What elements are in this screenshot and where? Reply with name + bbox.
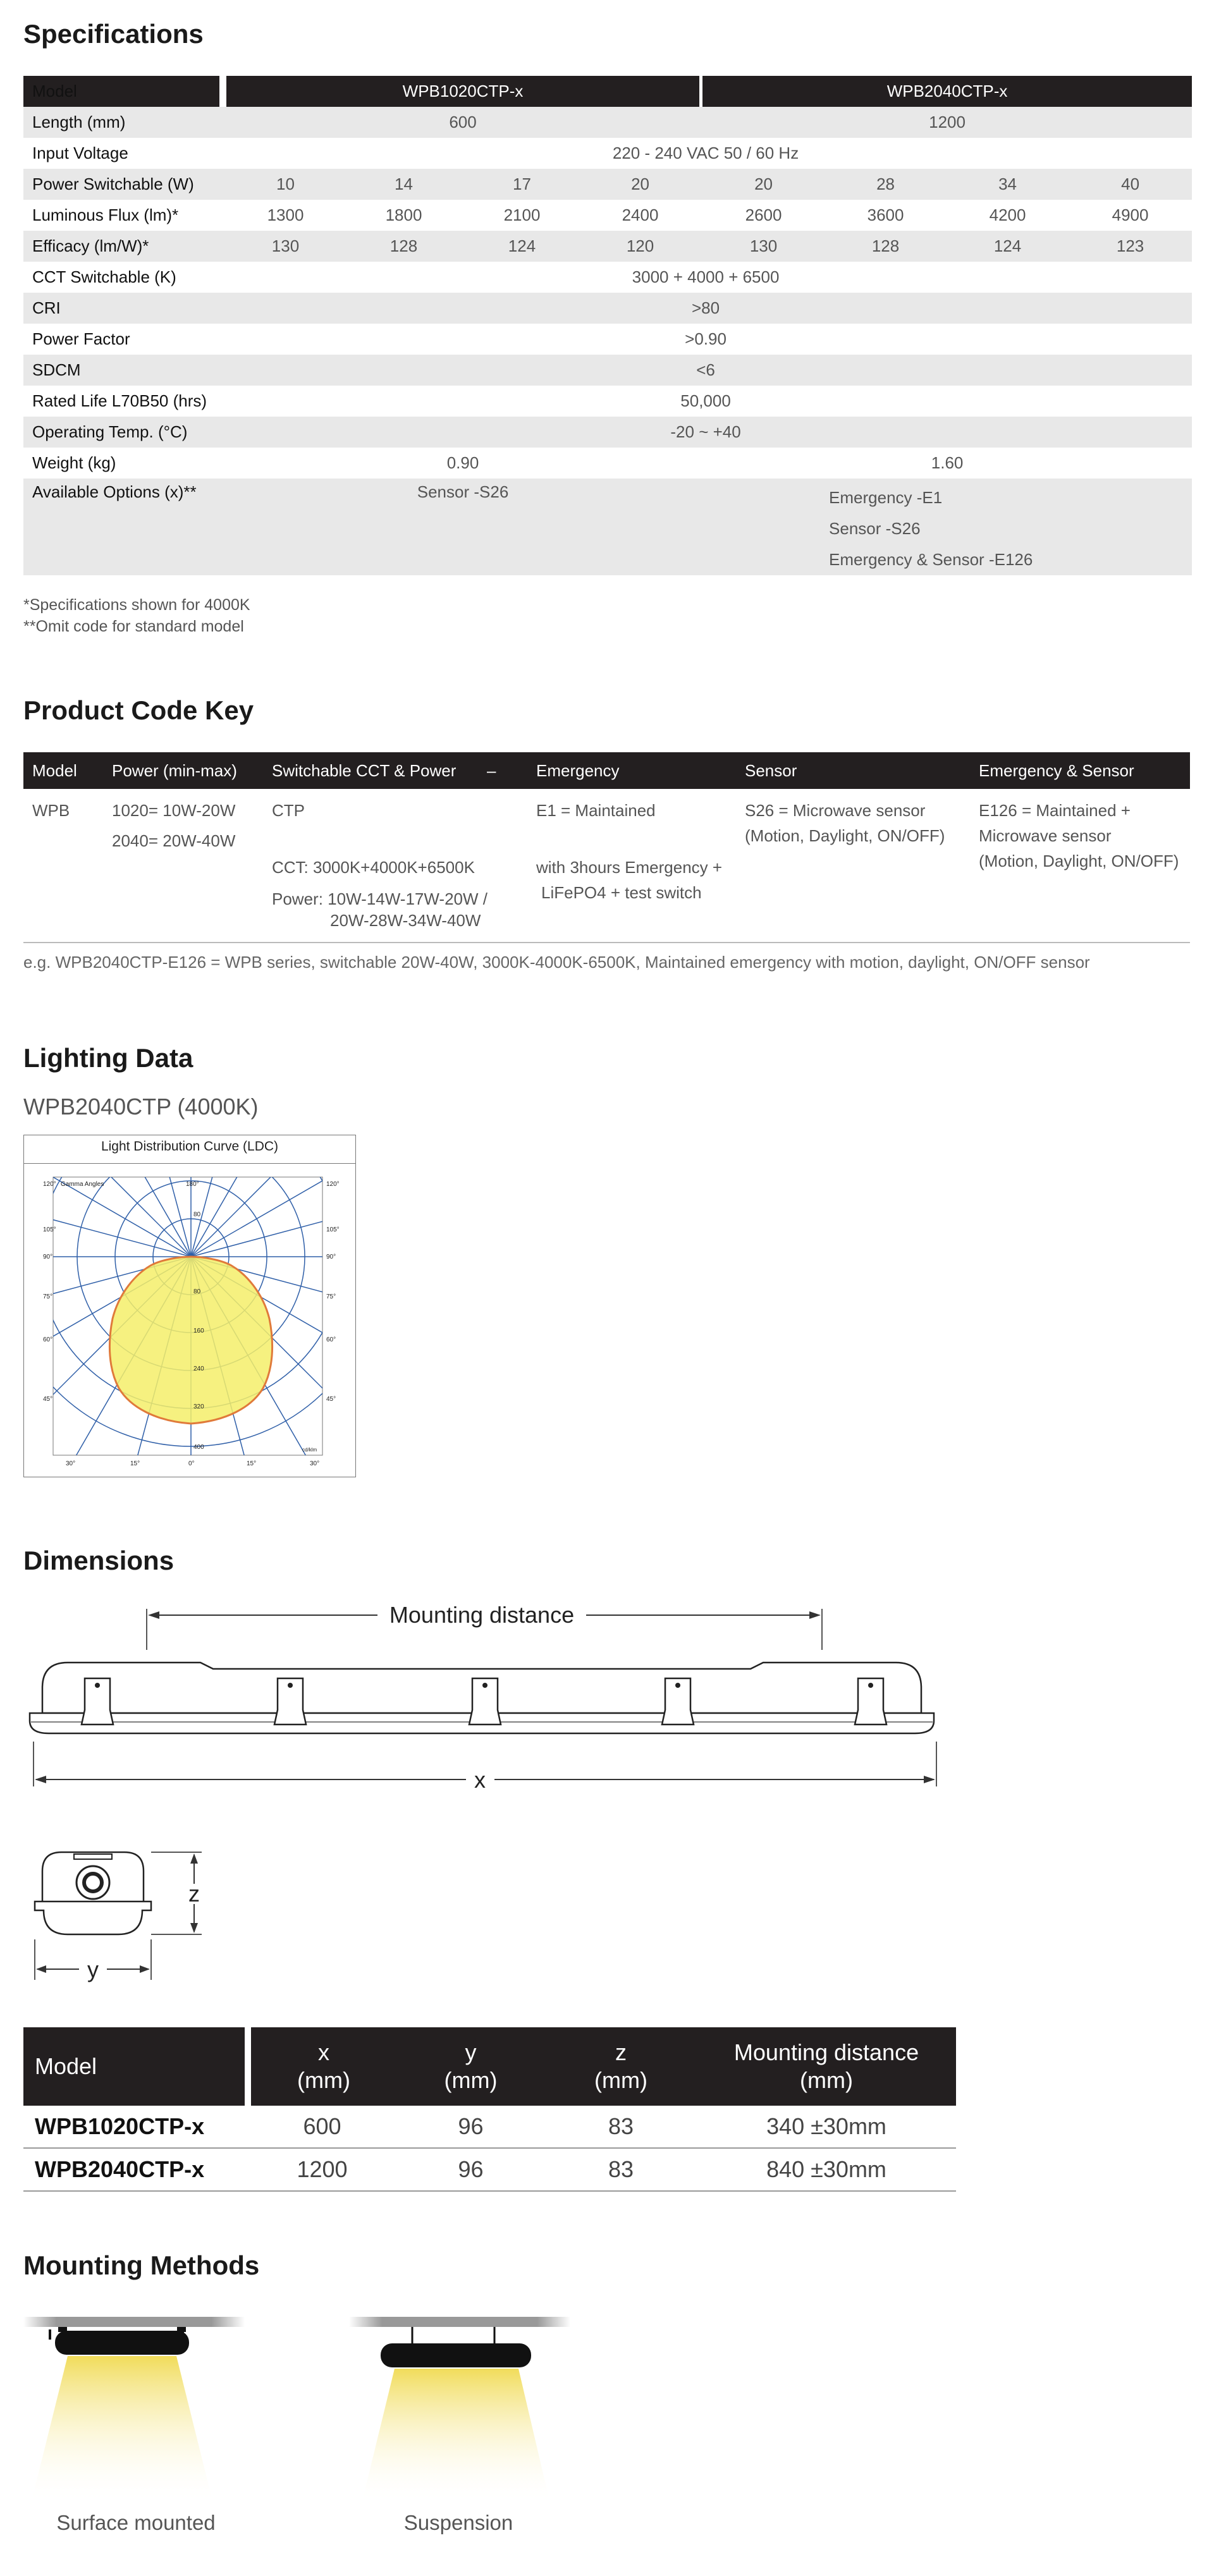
dim-cell: 1200 bbox=[248, 2148, 396, 2191]
pck-emergency: with 3hours Emergency + bbox=[536, 858, 723, 877]
spec-value: Sensor -S26 bbox=[417, 482, 509, 501]
arrow-left-icon bbox=[35, 1776, 46, 1783]
spec-row-cct bbox=[23, 262, 1192, 293]
spec-value: 128 bbox=[871, 236, 900, 255]
suspension-illustration bbox=[349, 2317, 570, 2503]
ldc-angle-label: 45° bbox=[326, 1396, 336, 1403]
spec-value: 14 bbox=[395, 174, 413, 193]
dimensions-table bbox=[23, 2027, 956, 2192]
spec-value: 130 bbox=[749, 236, 778, 255]
spec-row-pf bbox=[23, 324, 1192, 355]
pck-cell bbox=[970, 789, 1190, 933]
spec-value: <6 bbox=[696, 360, 715, 379]
dim-cell: 840 ±30mm bbox=[697, 2148, 956, 2191]
ldc-angle-label: 120° bbox=[43, 1181, 56, 1188]
pck-header-row bbox=[23, 752, 1190, 789]
dim-cell: 600 bbox=[248, 2106, 396, 2148]
pck-cell bbox=[736, 789, 970, 933]
spec-label: Efficacy (lm/W)* bbox=[32, 236, 149, 255]
dim-header-line: (mm) bbox=[444, 2067, 498, 2093]
mounting-caption-surface: Surface mounted bbox=[56, 2511, 216, 2534]
divider bbox=[23, 942, 1190, 943]
pck-power: 2040= 20W-40W bbox=[112, 831, 236, 850]
ldc-title: Light Distribution Curve (LDC) bbox=[101, 1139, 279, 1154]
spec-row-temp bbox=[23, 417, 1192, 448]
specifications-table bbox=[23, 76, 1192, 575]
arrow-left-icon bbox=[148, 1611, 159, 1619]
ldc-angle-label: 105° bbox=[43, 1226, 56, 1233]
light-beam bbox=[362, 2369, 550, 2503]
screw-icon bbox=[288, 1683, 293, 1688]
ldc-angle-label: 60° bbox=[326, 1336, 336, 1343]
y-label: y bbox=[87, 1956, 99, 1982]
spec-label: SDCM bbox=[32, 360, 81, 379]
section-title-dimensions: Dimensions bbox=[23, 1546, 175, 1575]
dim-header: Model bbox=[23, 2027, 248, 2106]
lighting-subtitle: WPB2040CTP (4000K) bbox=[23, 1094, 259, 1120]
luminaire bbox=[55, 2331, 189, 2355]
spec-value: 0.90 bbox=[446, 453, 479, 472]
spec-row-efficacy bbox=[23, 231, 1192, 262]
spec-value: -20 ~ +40 bbox=[670, 422, 741, 441]
ldc-angle-label: 105° bbox=[326, 1226, 340, 1233]
note: *Specifications shown for 4000K bbox=[23, 596, 250, 614]
pck-ctp: CTP bbox=[272, 801, 305, 820]
ldc-angle-label: 90° bbox=[326, 1254, 336, 1261]
dim-header-row bbox=[23, 2027, 956, 2106]
spec-value: 2600 bbox=[745, 205, 782, 224]
spec-value: 28 bbox=[876, 174, 895, 193]
spec-row-weight bbox=[23, 448, 1192, 479]
ldc-angle-label: 90° bbox=[43, 1254, 53, 1261]
ldc-bottom-tick: 0° bbox=[188, 1460, 195, 1467]
table-row bbox=[23, 2106, 956, 2148]
spec-value: 124 bbox=[993, 236, 1022, 255]
ldc-radial-tick: 320 bbox=[193, 1403, 204, 1410]
ldc-radial-tick: 400 bbox=[193, 1444, 204, 1451]
pck-emergency: E1 = Maintained bbox=[536, 801, 656, 820]
screw-icon bbox=[868, 1683, 873, 1688]
code-example: e.g. WPB2040CTP-E126 = WPB series, switchable 20W-40W, 3000K-4000K-6500K, Maintained emergency with motion, daylight, ON/OFF sensor bbox=[23, 953, 1090, 972]
spec-value: 600 bbox=[449, 113, 477, 131]
spec-value: 50,000 bbox=[680, 391, 731, 410]
pck-es: E126 = Maintained + bbox=[979, 801, 1131, 820]
spec-value: 20 bbox=[754, 174, 773, 193]
option-item: Sensor -S26 bbox=[829, 519, 921, 538]
spec-model-a: WPB1020CTP-x bbox=[226, 76, 699, 107]
ceiling bbox=[23, 2317, 245, 2327]
section-title-specifications: Specifications bbox=[23, 19, 204, 49]
spec-value: 128 bbox=[389, 236, 418, 255]
pck-power-steps: Power: 10W-14W-17W-20W / bbox=[272, 889, 487, 908]
spec-row-power bbox=[23, 169, 1192, 200]
arrow-right-icon bbox=[140, 1965, 150, 1973]
end-view-drawing bbox=[23, 1833, 226, 1998]
dim-header bbox=[248, 2027, 396, 2106]
spec-value: 130 bbox=[271, 236, 300, 255]
product-code-key-table bbox=[23, 752, 1190, 933]
screw-icon bbox=[95, 1683, 100, 1688]
arrow-left-icon bbox=[36, 1965, 46, 1973]
pck-model: WPB bbox=[32, 801, 70, 820]
cable-gland-inner bbox=[84, 1874, 102, 1891]
pck-header: – bbox=[478, 752, 527, 789]
ldc-radial-tick: 160 bbox=[193, 1328, 204, 1334]
spec-label: Operating Temp. (°C) bbox=[32, 422, 188, 441]
spec-value: >0.90 bbox=[685, 329, 727, 348]
spec-value: 1300 bbox=[267, 205, 304, 224]
side-view-drawing bbox=[23, 1587, 947, 1802]
pck-es: (Motion, Daylight, ON/OFF) bbox=[979, 852, 1179, 870]
option-item: Emergency -E1 bbox=[829, 488, 943, 507]
pck-cell bbox=[103, 789, 263, 933]
dim-header-line: (mm) bbox=[800, 2067, 853, 2093]
dim-header-line: x bbox=[318, 2039, 329, 2065]
spec-label: Input Voltage bbox=[32, 143, 128, 162]
ldc-angle-label: 60° bbox=[43, 1336, 53, 1343]
ldc-chart bbox=[23, 1135, 356, 1477]
ldc-angle-label: 45° bbox=[43, 1396, 53, 1403]
surface-mounted-illustration bbox=[23, 2317, 245, 2503]
spec-label: Power Switchable (W) bbox=[32, 174, 194, 193]
ldc-bottom-tick: 15° bbox=[130, 1460, 140, 1467]
pck-sensor: S26 = Microwave sensor bbox=[745, 801, 926, 820]
spec-value: 1.60 bbox=[931, 453, 964, 472]
mounting-caption-suspension: Suspension bbox=[403, 2511, 513, 2534]
mounting-distance-label: Mounting distance bbox=[389, 1602, 575, 1628]
dim-cell: 340 ±30mm bbox=[697, 2106, 956, 2148]
ldc-angle-label: 75° bbox=[326, 1293, 336, 1300]
spec-value: 1200 bbox=[929, 113, 966, 131]
pck-es: Microwave sensor bbox=[979, 826, 1112, 845]
spec-row-sdcm bbox=[23, 355, 1192, 386]
clip bbox=[49, 2329, 51, 2340]
dim-header-line: (mm) bbox=[297, 2067, 350, 2093]
dim-cell: 83 bbox=[545, 2106, 697, 2148]
spec-value: 2400 bbox=[622, 205, 659, 224]
spec-value: 2100 bbox=[503, 205, 541, 224]
pck-cct: CCT: 3000K+4000K+6500K bbox=[272, 858, 475, 877]
section-title-lighting-data: Lighting Data bbox=[23, 1043, 193, 1073]
spec-header-row bbox=[23, 76, 1192, 107]
spec-row-voltage bbox=[23, 138, 1192, 169]
end-diffuser bbox=[35, 1901, 151, 1934]
spec-options-b bbox=[702, 479, 1192, 575]
x-label: x bbox=[474, 1767, 486, 1793]
ldc-angle-label: 180° bbox=[186, 1181, 199, 1188]
dim-header-line: Mounting distance bbox=[733, 2039, 919, 2065]
dim-cell: WPB1020CTP-x bbox=[23, 2106, 248, 2148]
screw-icon bbox=[482, 1683, 487, 1688]
section-title-product-code-key: Product Code Key bbox=[23, 695, 254, 725]
pck-header: Sensor bbox=[736, 752, 970, 789]
spec-value: >80 bbox=[691, 298, 720, 317]
ldc-radial-tick: 80 bbox=[193, 1211, 201, 1218]
spec-model-b: WPB2040CTP-x bbox=[702, 76, 1192, 107]
pck-header: Emergency bbox=[527, 752, 736, 789]
spec-row-options bbox=[23, 479, 1192, 575]
ldc-angle-label: 75° bbox=[43, 1293, 53, 1300]
ldc-bottom-tick: 30° bbox=[310, 1460, 320, 1467]
pck-header: Emergency & Sensor bbox=[970, 752, 1190, 789]
ceiling bbox=[349, 2317, 570, 2327]
spec-label: Available Options (x)** bbox=[32, 482, 197, 501]
ldc-angle-label: 120° bbox=[326, 1181, 340, 1188]
dim-header bbox=[396, 2027, 545, 2106]
spec-value: 34 bbox=[998, 174, 1017, 193]
ldc-curve bbox=[109, 1257, 272, 1424]
spec-value: 20 bbox=[631, 174, 649, 193]
dim-cell: 83 bbox=[545, 2148, 697, 2191]
spec-label: Power Factor bbox=[32, 329, 130, 348]
spec-value: 4900 bbox=[1112, 205, 1149, 224]
dim-header bbox=[697, 2027, 956, 2106]
spec-value: 3000 + 4000 + 6500 bbox=[632, 267, 780, 286]
dim-header-line: (mm) bbox=[594, 2067, 647, 2093]
pck-header: Power (min-max) bbox=[103, 752, 263, 789]
arrow-up-icon bbox=[190, 1853, 198, 1864]
spec-value: 3600 bbox=[867, 205, 904, 224]
dim-header-line: y bbox=[465, 2039, 477, 2065]
arrow-down-icon bbox=[190, 1923, 198, 1933]
spec-value: 123 bbox=[1116, 236, 1144, 255]
spec-model-label: Model bbox=[23, 76, 219, 107]
pck-cell bbox=[23, 789, 103, 933]
spec-label: Weight (kg) bbox=[32, 453, 116, 472]
ldc-gamma-label: Gamma Angles bbox=[61, 1181, 104, 1188]
spec-notes bbox=[23, 594, 250, 637]
spec-label: CRI bbox=[32, 298, 61, 317]
spec-row-flux bbox=[23, 200, 1192, 231]
ldc-radial-tick: 240 bbox=[193, 1365, 204, 1372]
dim-header bbox=[545, 2027, 697, 2106]
pck-sensor: (Motion, Daylight, ON/OFF) bbox=[745, 826, 945, 845]
spec-label: Luminous Flux (lm)* bbox=[32, 205, 179, 224]
spec-value: 4200 bbox=[989, 205, 1026, 224]
mounting-illustrations bbox=[23, 2317, 592, 2506]
spec-value: 10 bbox=[276, 174, 295, 193]
spec-label: CCT Switchable (K) bbox=[32, 267, 176, 286]
spec-value: 220 - 240 VAC 50 / 60 Hz bbox=[612, 143, 799, 162]
ldc-radial-tick: 80 bbox=[193, 1288, 201, 1295]
pck-row bbox=[23, 789, 1190, 933]
note: **Omit code for standard model bbox=[23, 618, 244, 635]
spec-value: 120 bbox=[626, 236, 654, 255]
spec-value: 40 bbox=[1121, 174, 1140, 193]
ldc-unit: cd/klm bbox=[302, 1447, 317, 1453]
pck-cell bbox=[263, 789, 527, 933]
pck-header: Switchable CCT & Power bbox=[263, 752, 478, 789]
arrow-right-icon bbox=[924, 1776, 935, 1783]
spec-row-life bbox=[23, 386, 1192, 417]
luminaire bbox=[381, 2343, 531, 2367]
spec-label: Rated Life L70B50 (hrs) bbox=[32, 391, 207, 410]
pck-emergency: LiFePO4 + test switch bbox=[541, 883, 702, 902]
dim-header-line: z bbox=[615, 2039, 627, 2065]
screw-icon bbox=[675, 1683, 680, 1688]
spec-value: 1800 bbox=[385, 205, 422, 224]
spec-value: 124 bbox=[508, 236, 536, 255]
dim-cell: 96 bbox=[396, 2148, 545, 2191]
section-title-mounting-methods: Mounting Methods bbox=[23, 2250, 260, 2280]
arrow-right-icon bbox=[809, 1611, 821, 1619]
spec-value: 17 bbox=[513, 174, 531, 193]
dim-cell: 96 bbox=[396, 2106, 545, 2148]
ldc-bottom-tick: 30° bbox=[66, 1460, 76, 1467]
light-beam bbox=[31, 2356, 213, 2503]
z-label: z bbox=[188, 1881, 200, 1907]
spec-row-cri bbox=[23, 293, 1192, 324]
ldc-bottom-tick: 15° bbox=[247, 1460, 257, 1467]
pck-header: Model bbox=[23, 752, 103, 789]
spec-row-length bbox=[23, 107, 1192, 138]
dim-cell: WPB2040CTP-x bbox=[23, 2148, 248, 2191]
option-item: Emergency & Sensor -E126 bbox=[829, 550, 1033, 569]
pck-power: 1020= 10W-20W bbox=[112, 801, 236, 820]
pck-power-steps: 20W-28W-34W-40W bbox=[330, 911, 481, 930]
end-cap-notch bbox=[74, 1854, 112, 1859]
pck-cell bbox=[527, 789, 736, 933]
spec-label: Length (mm) bbox=[32, 113, 126, 131]
table-row bbox=[23, 2148, 956, 2191]
ldc-graphic bbox=[24, 1135, 355, 1477]
